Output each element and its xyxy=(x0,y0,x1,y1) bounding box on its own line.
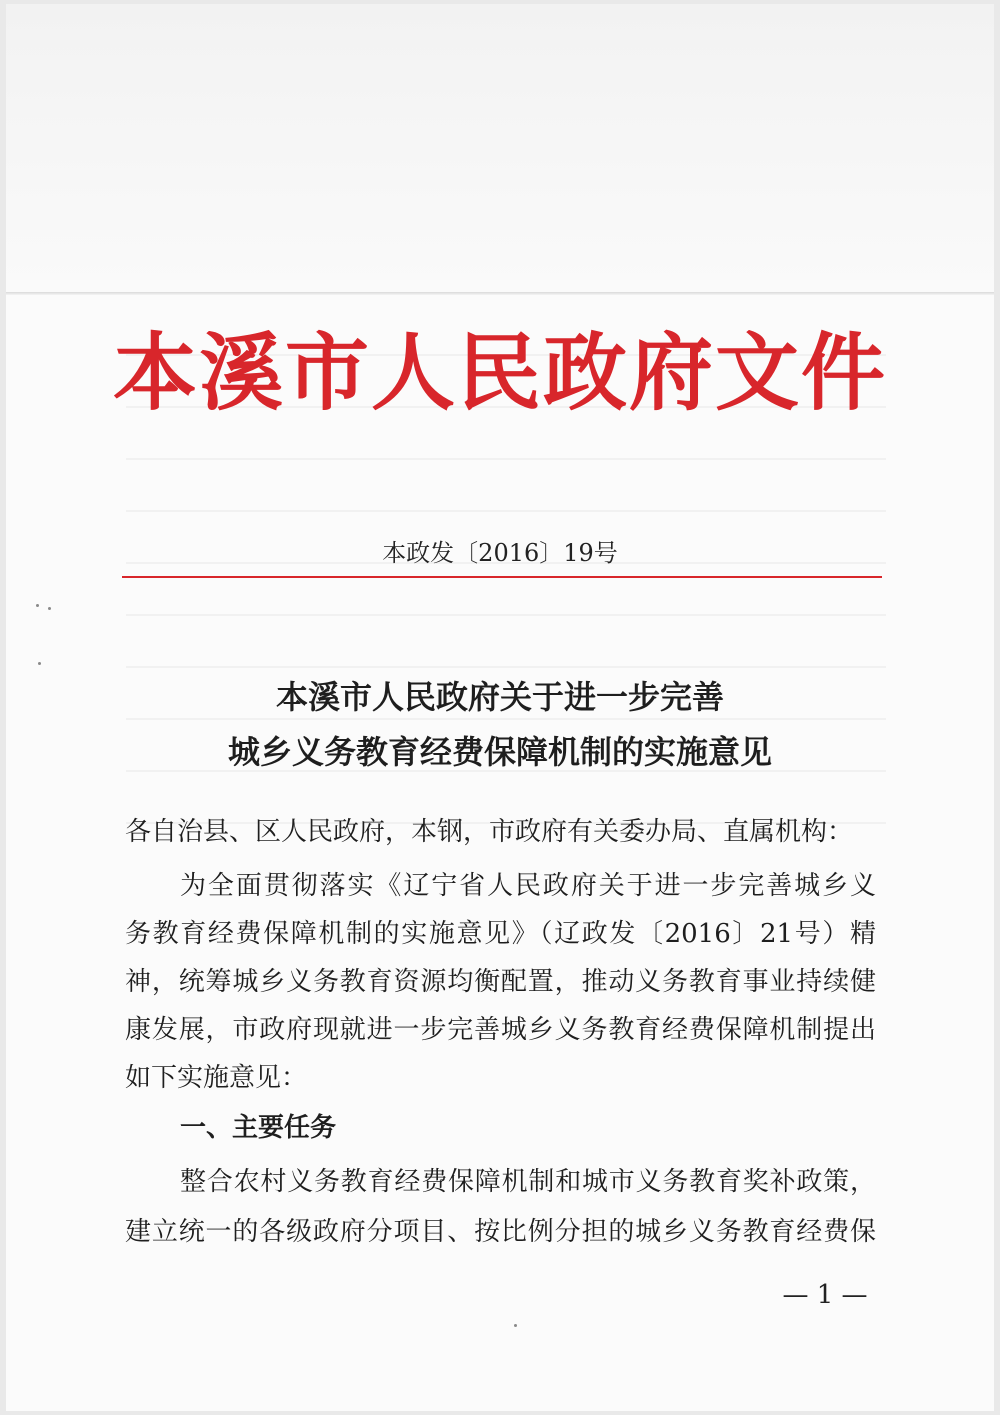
paragraph-line: 神，统筹城乡义务教育资源均衡配置，推动义务教育事业持续健 xyxy=(125,967,876,997)
paragraph-line: 务教育经费保障机制的实施意见》（辽政发〔2016〕21号）精 xyxy=(125,919,876,949)
fold-crease xyxy=(6,292,994,295)
scan-speck xyxy=(36,604,39,607)
folded-top-area xyxy=(6,4,994,294)
addressee: 各自治县、区人民政府，本钢，市政府有关委办局、直属机构： xyxy=(125,817,854,847)
scan-speck xyxy=(514,1324,517,1327)
paragraph-line: 整合农村义务教育经费保障机制和城市义务教育奖补政策， xyxy=(180,1167,876,1197)
paragraph-line: 建立统一的各级政府分项目、按比例分担的城乡义务教育经费保 xyxy=(125,1217,876,1247)
scan-speck xyxy=(38,662,41,665)
paragraph-line: 如下实施意见： xyxy=(125,1063,308,1093)
page-number: — 1 — xyxy=(782,1280,868,1310)
document-number: 本政发〔2016〕19号 xyxy=(382,539,618,567)
paragraph-line: 康发展，市政府现就进一步完善城乡义务教育经费保障机制提出 xyxy=(125,1015,876,1045)
scan-speck xyxy=(48,607,51,610)
document-title-line-2: 城乡义务教育经费保障机制的实施意见 xyxy=(227,733,772,771)
document-title-line-1: 本溪市人民政府关于进一步完善 xyxy=(275,678,724,716)
red-separator-line xyxy=(122,576,882,578)
section-heading: 一、主要任务 xyxy=(180,1113,337,1143)
issuer-header: 本溪市人民政府文件 xyxy=(112,323,887,422)
paragraph-line: 为全面贯彻落实《辽宁省人民政府关于进一步完善城乡义 xyxy=(180,871,876,901)
